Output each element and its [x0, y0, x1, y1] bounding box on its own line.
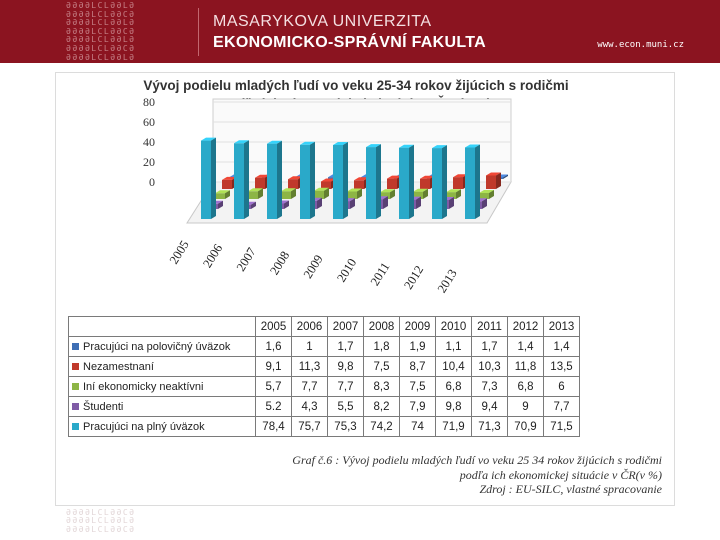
table-cell: 1,4 — [544, 337, 580, 357]
chart-title-line1: Vývoj podielu mladých ľudí vo veku 25-34 rokov žijúcich s rodičmi — [143, 78, 569, 93]
x-tick-label: 2010 — [334, 255, 360, 285]
legend-swatch — [72, 423, 79, 430]
table-cell: 7,3 — [472, 377, 508, 397]
table-cell: 11,3 — [292, 357, 328, 377]
bar-4-2005 — [201, 138, 216, 219]
chart-caption — [222, 453, 662, 497]
x-tick-label: 2013 — [434, 266, 460, 296]
bar-4-2007 — [267, 141, 282, 219]
caption-line1: Graf č.6 : Vývoj podielu mladých ľudí vo veku 25 34 rokov žijúcich s rodičmi — [292, 453, 662, 467]
table-cell: 1,6 — [256, 337, 292, 357]
series-label: Pracujúci na polovičný úväzok — [83, 340, 231, 353]
series-name-cell — [69, 397, 256, 417]
table-row — [69, 337, 580, 357]
bar-4-2010 — [366, 144, 381, 219]
table-cell: 74 — [400, 417, 436, 437]
table-cell: 7,7 — [292, 377, 328, 397]
table-cell: 1,8 — [364, 337, 400, 357]
table-cell: 6,8 — [508, 377, 544, 397]
x-tick-label: 2006 — [200, 241, 226, 271]
table-cell: 70,9 — [508, 417, 544, 437]
table-cell: 9 — [508, 397, 544, 417]
table-cell: 9,8 — [436, 397, 472, 417]
chart-figure — [55, 72, 675, 506]
z-tick-label: 40 — [143, 135, 155, 149]
table-cell: 78,4 — [256, 417, 292, 437]
caption-line2: podľa ich ekonomickej situácie v ČR(v %) — [459, 467, 662, 482]
header-banner — [0, 0, 720, 63]
series-label: Iní ekonomicky neaktívni — [83, 380, 204, 393]
header-divider — [198, 8, 199, 56]
table-row — [69, 397, 580, 417]
table-cell: 74,2 — [364, 417, 400, 437]
table-cell: 75,3 — [328, 417, 364, 437]
table-cell: 8,3 — [364, 377, 400, 397]
table-cell: 9,1 — [256, 357, 292, 377]
table-cell: 8,2 — [364, 397, 400, 417]
table-cell: 1,7 — [328, 337, 364, 357]
table-cell: 7,9 — [400, 397, 436, 417]
table-year-header: 2006 — [292, 317, 328, 337]
z-tick-label: 80 — [143, 95, 155, 109]
table-cell: 7,7 — [544, 397, 580, 417]
caption-line3: Zdroj : EU-SILC, vlastné spracovanie — [479, 482, 662, 496]
z-tick-label: 0 — [149, 175, 155, 189]
series-label: Pracujúci na plný úväzok — [83, 420, 205, 433]
x-tick-label: 2007 — [233, 245, 259, 274]
table-cell: 75,7 — [292, 417, 328, 437]
table-cell: 11,8 — [508, 357, 544, 377]
table-cell: 5,5 — [328, 397, 364, 417]
bar-4-2012 — [432, 145, 447, 219]
series-name-cell — [69, 337, 256, 357]
table-cell: 7,7 — [328, 377, 364, 397]
table-corner — [69, 317, 256, 337]
table-cell: 1,7 — [472, 337, 508, 357]
legend-swatch — [72, 403, 79, 410]
table-row — [69, 377, 580, 397]
bar-2-2008 — [314, 188, 329, 199]
table-cell: 8,7 — [400, 357, 436, 377]
university-name: MASARYKOVA UNIVERZITA — [213, 13, 432, 30]
bar-4-2013 — [465, 145, 480, 220]
logo-pattern: ƏƏƏƏLCLƏƏLƏ ƏƏƏƏLCLƏƏCƏ ƏƏƏƏLCLƏƏLƏ ƏƏƏƏLCLƏƏCƏ ƏƏƏƏLCLƏƏLƏ ƏƏƏƏLCLƏƏCƏ ƏƏƏƏLCLƏƏLƏ — [66, 1, 136, 62]
table-year-header: 2012 — [508, 317, 544, 337]
bar-4-2011 — [399, 145, 414, 219]
x-tick-label: 2011 — [367, 259, 393, 289]
table-cell: 7,5 — [364, 357, 400, 377]
bar-4-2009 — [333, 142, 348, 219]
table-cell: 4,3 — [292, 397, 328, 417]
table-year-header: 2008 — [364, 317, 400, 337]
series-name-cell — [69, 377, 256, 397]
table-row — [69, 357, 580, 377]
table-cell: 9,4 — [472, 397, 508, 417]
bar-4-2006 — [234, 140, 249, 219]
table-cell: 10,3 — [472, 357, 508, 377]
bar-4-2008 — [300, 142, 315, 219]
table-cell: 1,1 — [436, 337, 472, 357]
table-year-header: 2007 — [328, 317, 364, 337]
table-header-row — [69, 317, 580, 337]
table-cell: 9,8 — [328, 357, 364, 377]
table-year-header: 2009 — [400, 317, 436, 337]
faculty-name: EKONOMICKO-SPRÁVNÍ FAKULTA — [213, 34, 486, 51]
website-link[interactable]: www.econ.muni.cz — [597, 40, 684, 50]
legend-swatch — [72, 343, 79, 350]
x-tick-label: 2005 — [166, 237, 192, 267]
table-cell: 1 — [292, 337, 328, 357]
table-year-header: 2011 — [472, 317, 508, 337]
series-name-cell — [69, 357, 256, 377]
table-cell: 13,5 — [544, 357, 580, 377]
data-table — [68, 316, 580, 437]
legend-swatch — [72, 363, 79, 370]
table-cell: 10,4 — [436, 357, 472, 377]
x-tick-label: 2012 — [401, 263, 427, 292]
table-cell: 5.2 — [256, 397, 292, 417]
series-label: Nezamestnaní — [83, 360, 154, 373]
table-cell: 6,8 — [436, 377, 472, 397]
table-cell: 1,4 — [508, 337, 544, 357]
table-year-header: 2010 — [436, 317, 472, 337]
x-tick-label: 2008 — [267, 248, 293, 278]
z-tick-label: 60 — [143, 115, 155, 129]
table-cell: 71,3 — [472, 417, 508, 437]
table-cell: 7,5 — [400, 377, 436, 397]
table-year-header: 2005 — [256, 317, 292, 337]
table-cell: 1,9 — [400, 337, 436, 357]
table-cell: 6 — [544, 377, 580, 397]
legend-swatch — [72, 383, 79, 390]
table-cell: 5,7 — [256, 377, 292, 397]
series-label: Študenti — [83, 400, 124, 413]
bar-1-2013 — [486, 173, 501, 190]
series-name-cell — [69, 417, 256, 437]
bar-chart-3d — [56, 73, 674, 318]
x-tick-label: 2009 — [300, 252, 326, 281]
table-cell: 71,9 — [436, 417, 472, 437]
table-row — [69, 417, 580, 437]
table-year-header: 2013 — [544, 317, 580, 337]
table-cell: 71,5 — [544, 417, 580, 437]
z-tick-label: 20 — [143, 155, 155, 169]
decorative-pattern: ƏƏƏƏLCLƏƏCƏ ƏƏƏƏLCLƏƏLƏ ƏƏƏƏLCLƏƏCƏ — [66, 507, 136, 534]
